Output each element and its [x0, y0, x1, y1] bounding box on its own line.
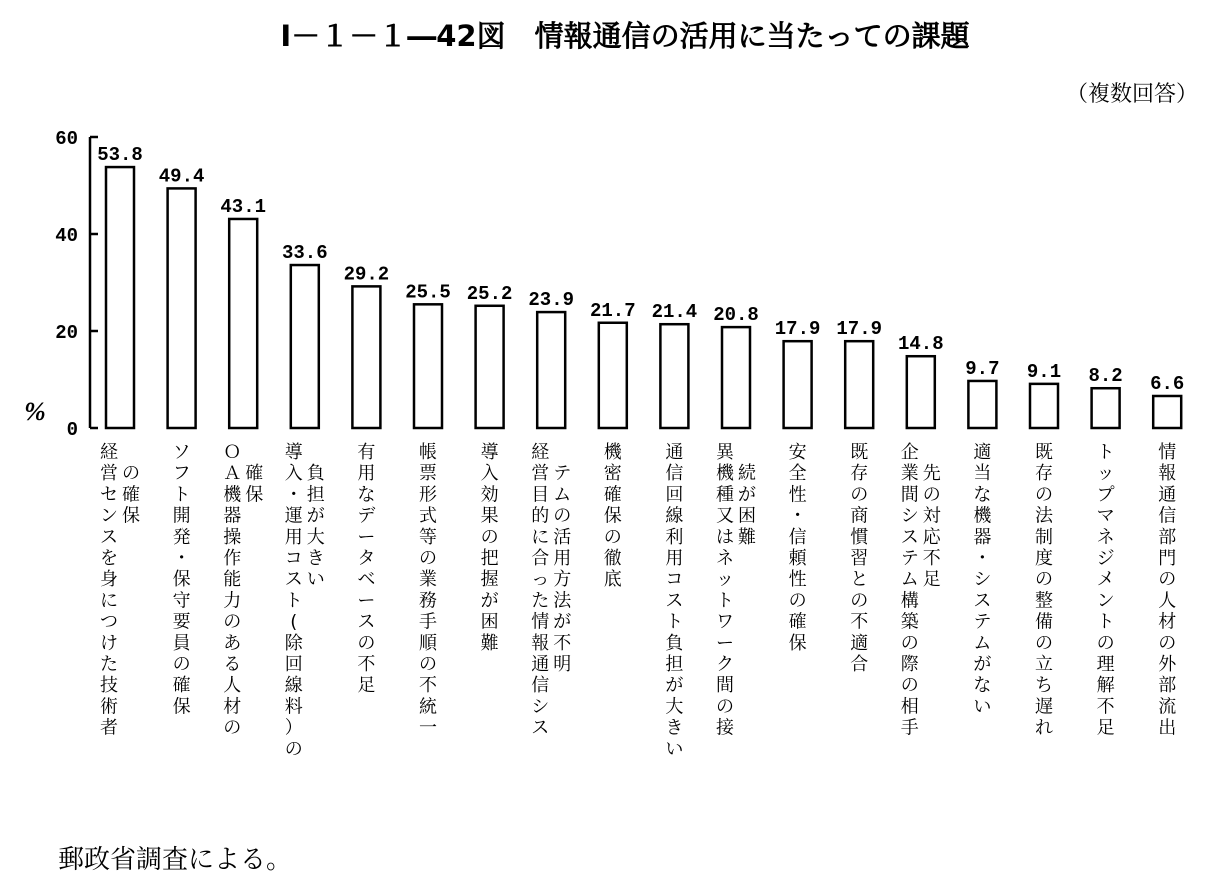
bar: [907, 356, 935, 428]
category-labels-group: [100, 442, 1177, 760]
bar-value-label: 9.7: [965, 357, 1000, 380]
category-label: 帳票形式等の業務手順の不統一: [419, 442, 437, 739]
category-label: ソフト開発・保守要員の確保: [172, 442, 191, 718]
category-label: 続が困難: [738, 463, 756, 548]
category-label: トップマネジメントの理解不足: [1096, 442, 1115, 739]
category-label: 情報通信部門の人材の外部流出: [1158, 442, 1177, 739]
bar: [476, 306, 504, 428]
category-label: 経営目的に合った情報通信シス: [531, 442, 550, 739]
category-label: 負担が大きい: [306, 463, 325, 591]
bar: [414, 304, 442, 428]
bar-value-label: 43.1: [220, 195, 267, 218]
y-tick-label: 20: [55, 322, 78, 344]
category-label: 通信回線利用コスト負担が大きい: [665, 442, 684, 760]
bar-value-label: 17.9: [774, 318, 821, 341]
category-label: 導入効果の把握が困難: [480, 442, 499, 654]
bar: [1153, 396, 1181, 428]
bar: [537, 312, 565, 428]
bar: [784, 341, 812, 428]
category-label: 適当な機器・システムがない: [973, 442, 992, 718]
y-tick-label: 40: [55, 225, 78, 247]
bar: [168, 188, 196, 428]
bars-group: [106, 167, 1181, 428]
bar-value-label: 49.4: [158, 165, 205, 188]
bar-value-label: 21.4: [651, 301, 698, 324]
bar-value-label: 20.8: [713, 304, 759, 327]
bar: [291, 265, 319, 428]
category-label: 経営センスを身につけた技術者: [100, 442, 118, 739]
bar-value-label: 21.7: [589, 299, 636, 322]
bar: [845, 341, 873, 428]
bar: [1030, 384, 1058, 428]
category-label: 企業間システム構築の際の相手: [900, 442, 919, 739]
bar: [722, 327, 750, 428]
bar: [968, 381, 996, 428]
y-axis: [24, 128, 98, 441]
category-label: 確保: [245, 463, 264, 506]
source-note: 郵政省調査による。: [58, 845, 293, 875]
bar: [352, 286, 380, 428]
category-label: の確保: [122, 463, 140, 527]
bar-value-label: 6.6: [1150, 372, 1185, 395]
chart-title: Ⅰ－１－１―42図 情報通信の活用に当たっての課題: [280, 19, 970, 53]
bar-value-label: 25.5: [405, 281, 451, 304]
bar: [229, 219, 257, 428]
bar-value-label: 33.6: [281, 242, 328, 265]
value-labels-group: [97, 144, 1184, 395]
bar-value-label: 17.9: [836, 318, 883, 341]
bar-value-label: 14.8: [897, 333, 944, 356]
bar-value-label: 23.9: [528, 289, 575, 312]
category-label: 先の対応不足: [922, 463, 941, 591]
bar-value-label: 53.8: [97, 144, 143, 167]
y-axis-unit-label: %: [24, 397, 46, 426]
chart-subtitle: （複数回答）: [1065, 82, 1198, 107]
category-label: 既存の商慣習との不適合: [850, 442, 869, 675]
bar: [660, 324, 688, 428]
category-label: ＯＡ機器操作能力のある人材の: [223, 442, 242, 739]
category-label: 異機種又はネットワーク間の接: [716, 442, 734, 739]
bar-value-label: 25.2: [466, 282, 513, 305]
bar: [106, 167, 134, 428]
category-label: 有用なデータベースの不足: [357, 442, 376, 697]
bar-value-label: 8.2: [1088, 365, 1123, 388]
category-label: 導入・運用コスト(除回線料）の: [284, 442, 303, 760]
category-label: 安全性・信頼性の確保: [788, 442, 807, 654]
bar-value-label: 29.2: [343, 263, 390, 286]
bar-value-label: 9.1: [1026, 360, 1062, 383]
y-tick-label: 0: [66, 419, 78, 441]
bar: [1092, 388, 1120, 428]
bar: [599, 323, 627, 428]
y-tick-label: 60: [55, 128, 78, 150]
category-label: 機密確保の徹底: [603, 442, 622, 591]
category-label: 既存の法制度の整備の立ち遅れ: [1035, 442, 1053, 739]
category-label: テムの活用方法が不明: [553, 463, 572, 675]
